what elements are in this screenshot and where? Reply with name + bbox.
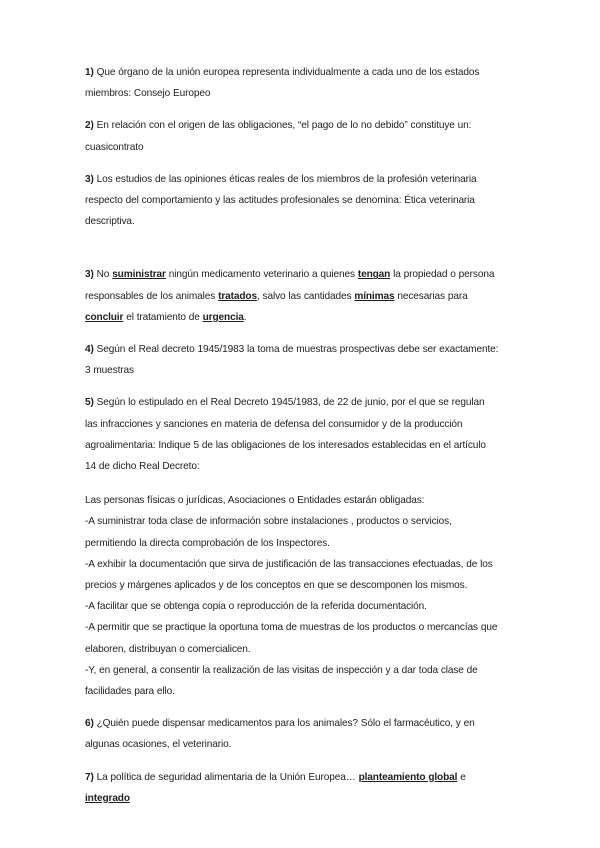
emphasized-term: integrado: [85, 792, 130, 804]
item-text-runs: [85, 269, 494, 322]
item-text: En relación con el origen de las obligaciones, “el pago de lo no debido” constituye un: cuasicontrato: [85, 120, 472, 153]
item-text: Que órgano de la unión europea representa individualmente a cada uno de los estados miembros: Consejo Europeo: [85, 67, 480, 100]
emphasized-term: mínimas: [354, 290, 395, 302]
plain-text-run: , salvo las cantidades: [256, 290, 355, 302]
question-item-1: [85, 62, 499, 104]
plain-text-run: el tratamiento de: [123, 311, 203, 323]
question-item-2: [85, 115, 499, 157]
emphasized-term: tratados: [218, 290, 257, 302]
item-number: 6): [85, 718, 94, 730]
question-item-4: [85, 339, 499, 381]
question-item-5: [85, 392, 499, 477]
item-text: ¿Quién puede dispensar medicamentos para los animales? Sólo el farmacéutico, y en algunas ocasiones, el veterinario.: [85, 718, 475, 751]
plain-text-run: necesarias para: [394, 290, 468, 302]
answer-entries: [85, 511, 499, 702]
emphasized-term: urgencia: [202, 311, 244, 323]
item-number: 7): [85, 771, 94, 783]
question-item-7: [85, 767, 499, 809]
answer-block-item-5: [85, 490, 499, 702]
item-number: 2): [85, 120, 94, 132]
emphasized-term: concluir: [85, 311, 124, 323]
plain-text-run: e: [457, 771, 466, 783]
question-item-3a: [85, 169, 499, 233]
answer-list-item: -A permitir que se practique la oportuna toma de muestras de los productos o mercancías que elaboren, distribuyan o comercialicen.: [85, 622, 498, 655]
item-number: 1): [85, 67, 94, 78]
plain-text-run: No: [93, 269, 113, 281]
document-text-body: [85, 62, 499, 820]
answer-list-item: -A suministrar toda clase de información sobre instalaciones , productos o servicios, permitiendo la directa comprobación de los Inspectores.: [85, 516, 452, 549]
plain-text-run: ningún medicamento veterinario a quienes: [165, 269, 358, 281]
emphasized-term: tengan: [357, 269, 391, 281]
answer-list-item: -A facilitar que se obtenga copia o reproducción de la referida documentación.: [85, 601, 427, 613]
emphasized-term: suministrar: [112, 269, 166, 281]
item-number: 4): [85, 344, 94, 356]
question-item-3b: [85, 264, 499, 328]
answer-list-item: -Y, en general, a consentir la realización de las visitas de inspección y a dar toda clase de facilidades para ello.: [85, 664, 478, 698]
item-text-runs: [85, 772, 466, 804]
answer-list-item: -A exhibir la documentación que sirva de justificación de las transacciones efectuadas, de los precios y márgenes aplicados y de los conceptos en que se descomponen los mismos.: [85, 558, 493, 592]
question-item-6: [85, 713, 499, 755]
item-text: Según el Real decreto 1945/1983 la toma de muestras prospectivas debe ser exactamente: 3 muestras: [85, 344, 499, 377]
plain-text-run: .: [243, 311, 247, 323]
item-number: 3): [85, 269, 94, 281]
item-text: Los estudios de las opiniones éticas reales de los miembros de la profesión veterinaria respecto del comportamiento y las actitudes profesionales se denomina: Ética veterinaria descriptiva.: [85, 173, 477, 228]
plain-text-run: la propiedad o persona responsables de los animales: [85, 269, 495, 302]
item-number: 5): [85, 397, 94, 409]
answer-lead-line: Las personas físicas o jurídicas, Asociaciones o Entidades estarán obligadas:: [85, 495, 425, 507]
emphasized-term: planteamiento global: [358, 771, 458, 783]
item-text: Según lo estipulado en el Real Decreto 1945/1983, de 22 de junio, por el que se regulan las infracciones y sanciones en materia de defensa del consumidor y de la producción agroalimentaria: Indique 5 de las obligaciones de los interesados establecidas en el artículo 14 de dicho Real Decreto:: [85, 397, 486, 473]
item-number: 3): [85, 173, 94, 185]
plain-text-run: La política de seguridad alimentaria de la Unión Europea…: [93, 771, 359, 783]
